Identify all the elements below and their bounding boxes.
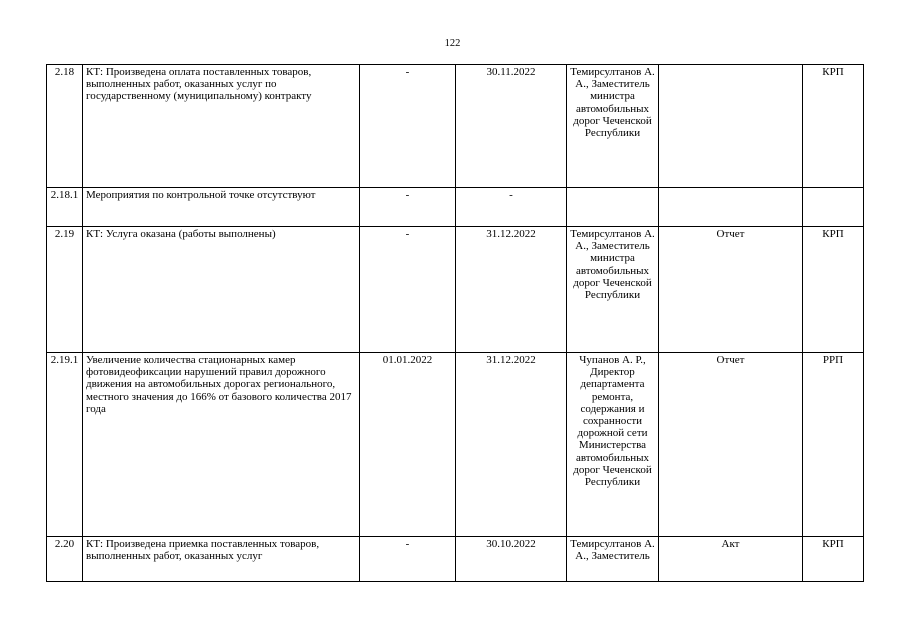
row-start-date: - [360,537,456,582]
row-responsible: Темирсултанов А. А., Заместитель министра автомобильных дорог Чеченской Республики [567,65,659,188]
row-document [659,65,803,188]
table-row [47,227,864,353]
row-responsible [567,188,659,227]
row-end-date: 30.10.2022 [456,537,567,582]
row-end-date: 31.12.2022 [456,227,567,353]
row-level: РРП [803,353,864,537]
row-end-date: 31.12.2022 [456,353,567,537]
table-row [47,537,864,582]
row-start-date: - [360,227,456,353]
row-document [659,188,803,227]
table-row [47,188,864,227]
row-document: Акт [659,537,803,582]
row-level [803,188,864,227]
row-responsible: Темирсултанов А. А., Заместитель [567,537,659,582]
row-end-date: - [456,188,567,227]
plan-table [46,64,864,582]
row-document: Отчет [659,227,803,353]
table-row [47,65,864,188]
row-responsible: Темирсултанов А. А., Заместитель министра автомобильных дорог Чеченской Республики [567,227,659,353]
row-description: КТ: Услуга оказана (работы выполнены) [83,227,360,353]
row-end-date: 30.11.2022 [456,65,567,188]
row-number: 2.18 [47,65,83,188]
row-number: 2.20 [47,537,83,582]
row-description: Мероприятия по контрольной точке отсутствуют [83,188,360,227]
row-start-date: 01.01.2022 [360,353,456,537]
table-row [47,353,864,537]
row-level: КРП [803,65,864,188]
row-document: Отчет [659,353,803,537]
row-number: 2.18.1 [47,188,83,227]
row-description: Увеличение количества стационарных камер фотовидеофиксации нарушений правил дорожного движения на автомобильных дорогах регионального, местного значения до 166% от базового количества 2017 года [83,353,360,537]
page-number: 122 [444,38,461,49]
row-description: КТ: Произведена приемка поставленных товаров, выполненных работ, оказанных услуг [83,537,360,582]
row-responsible: Чупанов А. Р., Директор департамента ремонта, содержания и сохранности дорожной сети Министерства автомобильных дорог Чеченской Республики [567,353,659,537]
row-start-date: - [360,65,456,188]
row-start-date: - [360,188,456,227]
row-description: КТ: Произведена оплата поставленных товаров, выполненных работ, оказанных услуг по государственному (муниципальному) контракту [83,65,360,188]
row-number: 2.19.1 [47,353,83,537]
row-level: КРП [803,537,864,582]
row-level: КРП [803,227,864,353]
row-number: 2.19 [47,227,83,353]
